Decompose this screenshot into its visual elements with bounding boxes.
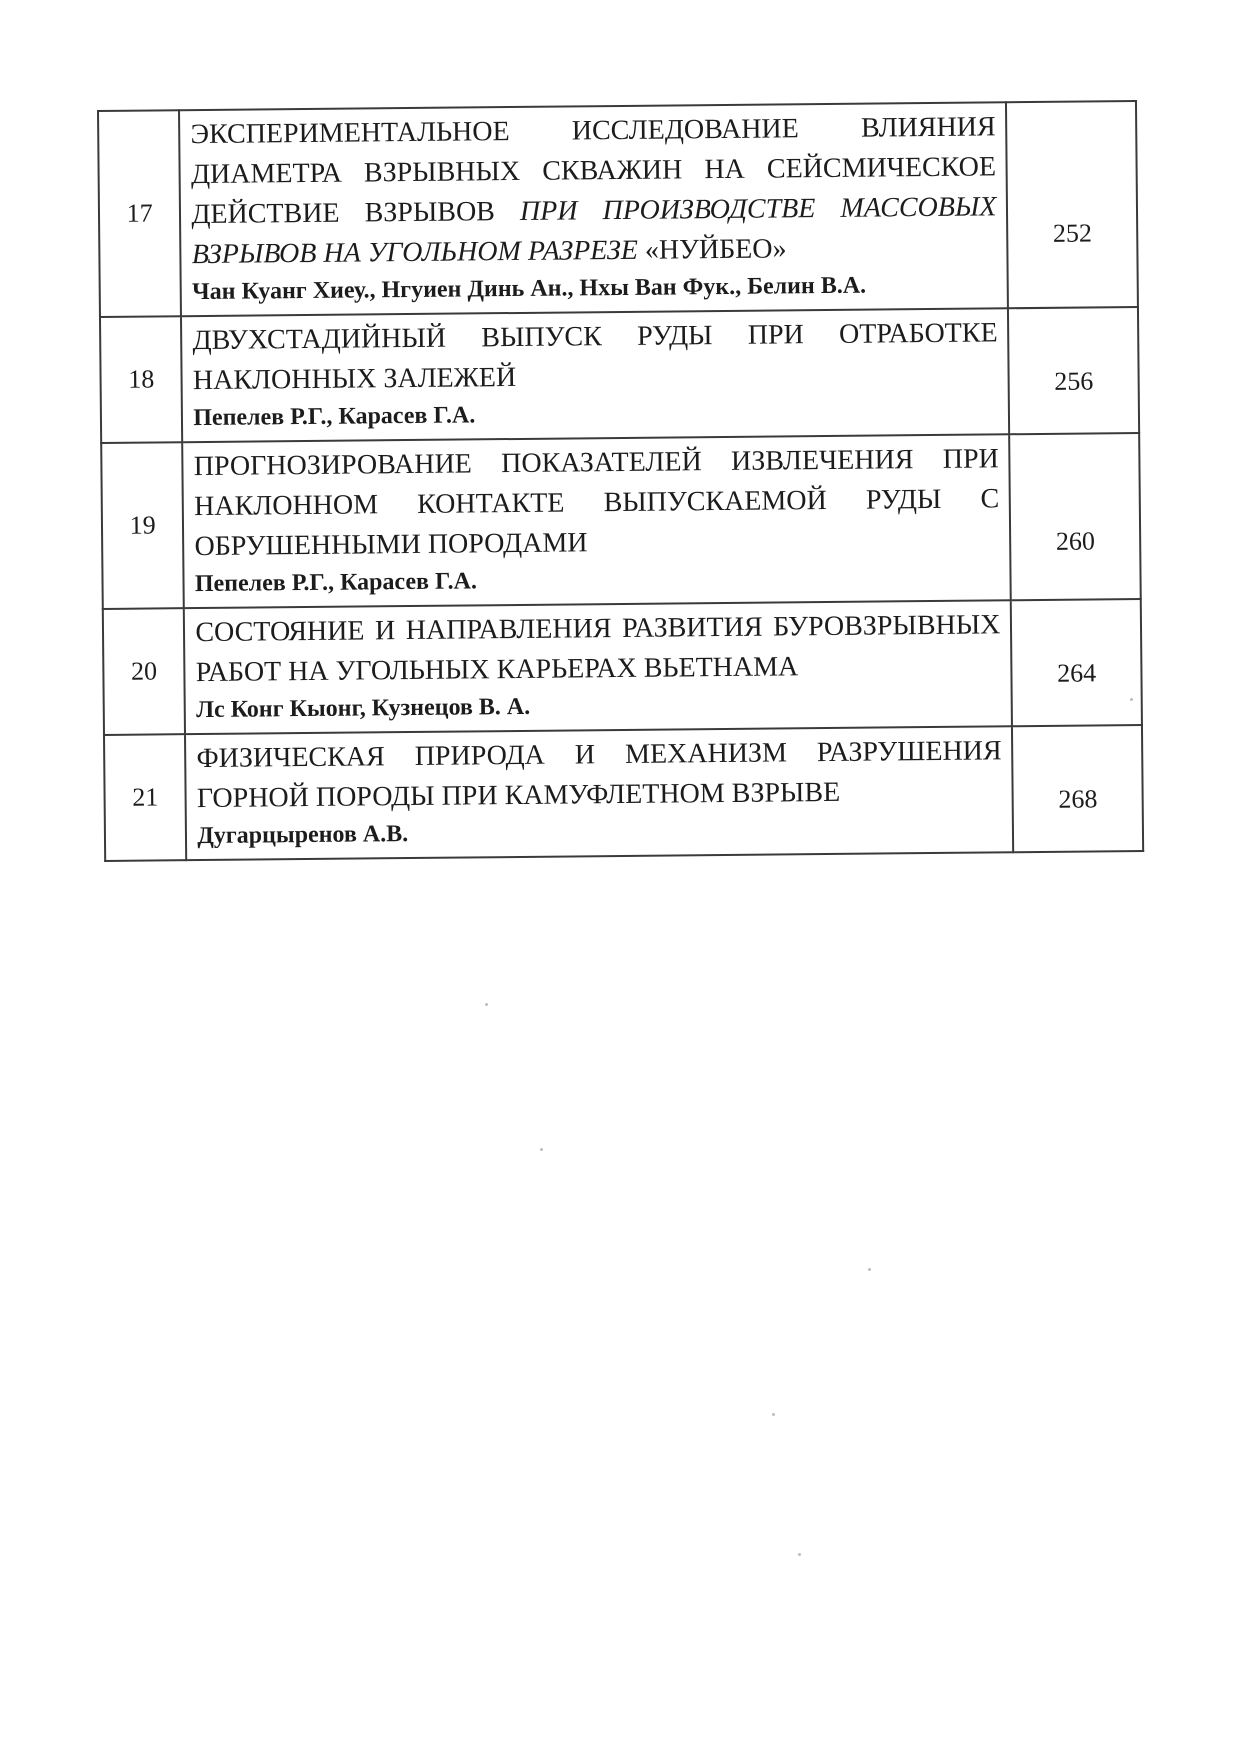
entry-page: 256 [1008,307,1139,434]
entry-title [190,107,997,275]
table-row [100,307,1139,443]
entry-title: ФИЗИЧЕСКАЯ ПРИРОДА И МЕХАНИЗМ РАЗРУШЕНИЯ ГОРНОЙ ПОРОДЫ ПРИ КАМУФЛЕТНОМ ВЗРЫВЕ [196,735,1002,815]
entry-number: 19 [101,442,184,609]
entry-cell [181,308,1009,442]
entry-cell [184,600,1012,734]
entry-cell [185,726,1013,860]
entry-authors: Чан Куанг Хиеу., Нгуиен Динь Ан., Нхы Ван Фук., Белин В.А. [191,272,867,306]
entry-title-plain: ЭКСПЕРИМЕНТАЛЬНОЕ ИССЛЕДОВАНИЕ ВЛИЯНИЯ ДИАМЕТРА ВЗРЫВНЫХ СКВАЖИН НА СЕЙСМИЧЕСКОЕ ДЕЙСТВИЕ ВЗРЫВОВ [190,111,997,231]
entry-number: 18 [100,316,183,443]
entry-number: 17 [98,110,181,317]
scan-speck [798,1553,801,1556]
entry-title-italic: ПРИ ПРОИЗВОДСТВЕ МАССОВЫХ ВЗРЫВОВ НА УГОЛЬНОМ РАЗРЕЗЕ [191,191,997,271]
scan-speck [540,1148,543,1151]
entry-authors: Пепелев Р.Г., Карасев Г.А. [194,568,478,598]
entry-authors: Пепелев Р.Г., Карасев Г.А. [193,402,476,432]
entry-title: ДВУХСТАДИЙНЫЙ ВЫПУСК РУДЫ ПРИ ОТРАБОТКЕ НАКЛОННЫХ ЗАЛЕЖЕЙ [192,317,998,397]
scan-speck [485,1003,488,1006]
table-row [104,725,1143,861]
entry-number: 21 [104,734,187,861]
entry-title: ПРОГНОЗИРОВАНИЕ ПОКАЗАТЕЛЕЙ ИЗВЛЕЧЕНИЯ ПРИ НАКЛОННОМ КОНТАКТЕ ВЫПУСКАЕМОЙ РУДЫ С ОБРУШЕННЫМИ ПОРОДАМИ [193,443,1000,563]
entry-page: 260 [1010,433,1141,600]
scan-speck [1130,698,1133,701]
entry-page: 264 [1011,599,1142,726]
entry-page: 252 [1006,101,1138,308]
entry-title: СОСТОЯНИЕ И НАПРАВЛЕНИЯ РАЗВИТИЯ БУРОВЗРЫВНЫХ РАБОТ НА УГОЛЬНЫХ КАРЬЕРАХ ВЬЕТНАМА [195,609,1001,689]
entry-number: 20 [103,608,186,735]
entry-cell [179,102,1008,316]
scan-speck [772,1413,775,1416]
table-of-contents [97,100,1144,862]
entry-authors: Дугарцыренов А.В. [197,821,409,850]
entry-page: 268 [1012,725,1143,852]
table-row [103,599,1142,735]
entry-authors: Лс Конг Кыонг, Кузнецов В. А. [195,693,531,724]
entry-cell [183,434,1012,608]
table-row [98,101,1138,317]
entry-title-tail: «НУЙБЕО» [644,233,787,266]
scan-speck [868,1268,871,1271]
table-row [101,433,1141,609]
